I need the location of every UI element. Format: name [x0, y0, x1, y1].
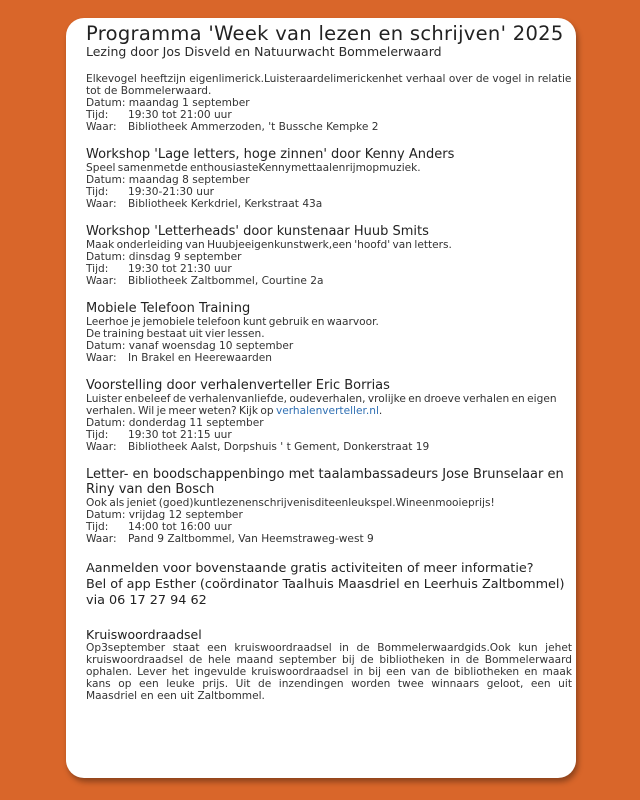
location-label: Waar: [86, 275, 117, 287]
event-title: Mobiele Telefoon Training [86, 301, 251, 316]
intro-subtitle: Lezing door Jos Disveld en Natuurwacht Bommelerwaard [86, 44, 442, 59]
crossword-description: Op3september staat een kruiswoordraadsel in de Bommelerwaardgids.Ook kun jehet kruiswoordraadsel de hele maand september bij de bibliotheken in de Bommelerwaard ophalen. Lever het ingevulde kruiswoordraadsel in bij een van de bibliotheken en maak kans op een leuke prijs. Uit de inzendingen worden twee winnaars geloot, een uit Maasdriel en een uit Zaltbommel. [86, 642, 572, 702]
time-label: Tijd: [86, 109, 109, 121]
time-label: Tijd: [86, 521, 109, 533]
event-workshop-letterheads [86, 224, 572, 287]
event-location: Bibliotheek Zaltbommel, Courtine 2a [128, 275, 324, 287]
intro-date: maandag 1 september [128, 97, 250, 109]
date-label: Datum: [86, 97, 126, 109]
event-location-row [86, 441, 572, 453]
time-label: Tijd: [86, 429, 109, 441]
location-label: Waar: [86, 441, 117, 453]
event-location: Pand 9 Zaltbommel, Van Heemstraweg-west 9 [128, 533, 374, 545]
registration-question: Aanmelden voor bovenstaande gratis activiteiten of meer informatie? [86, 561, 534, 576]
date-label: Datum: [86, 251, 126, 263]
event-time-row [86, 186, 572, 198]
time-label: Tijd: [86, 186, 109, 198]
event-time-row [86, 521, 572, 533]
page-title: Programma 'Week van lezen en schrijven' 2025 [86, 22, 564, 45]
event-time: 19:30 tot 21:30 uur [128, 263, 232, 275]
link-suffix: . [378, 405, 383, 417]
event-time: 14:00 tot 16:00 uur [128, 521, 232, 533]
date-label: Datum: [86, 340, 126, 352]
event-date: vanaf woensdag 10 september [128, 340, 294, 352]
event-time: 19:30 tot 21:15 uur [128, 429, 232, 441]
program-content [86, 22, 572, 702]
date-label: Datum: [86, 509, 126, 521]
intro-section [86, 44, 572, 133]
intro-date-row [86, 97, 572, 109]
registration-info [86, 561, 572, 609]
date-label: Datum: [86, 417, 126, 429]
crossword-section [86, 627, 572, 702]
verhalenverteller-link[interactable]: verhalenverteller.nl [275, 405, 379, 417]
date-label: Datum: [86, 174, 126, 186]
intro-location: Bibliotheek Ammerzoden, 't Bussche Kempke 2 [128, 121, 379, 133]
intro-time: 19:30 tot 21:00 uur [128, 109, 232, 121]
event-location: Bibliotheek Aalst, Dorpshuis ' t Gement, Donkerstraat 19 [128, 441, 430, 453]
registration-contact: Bel of app Esther (coördinator Taalhuis Maasdriel en Leerhuis Zaltbommel) [86, 577, 565, 592]
intro-location-row [86, 121, 572, 133]
event-location-row [86, 275, 572, 287]
event-title: Letter- en boodschappenbingo met taalambassadeurs Jose Brunselaar en Riny van den Bosch [86, 467, 564, 497]
event-location-row [86, 352, 572, 364]
event-description: Ook als jeniet (goed)kuntlezenenschrijvenisditeenleukspel.Wineenmooieprijs! [86, 497, 495, 509]
event-workshop-lage-letters [86, 147, 572, 210]
event-description: Maak onderleiding van Huubjeeigenkunstwerk,een 'hoofd' van letters. [86, 239, 452, 251]
location-label: Waar: [86, 121, 117, 133]
event-date-row [86, 174, 572, 186]
event-bingo [86, 467, 572, 545]
event-date: donderdag 11 september [128, 417, 264, 429]
program-card [66, 18, 576, 778]
event-storyteller-performance [86, 378, 572, 453]
event-location: Bibliotheek Kerkdriel, Kerkstraat 43a [128, 198, 323, 210]
event-date-row [86, 509, 572, 521]
crossword-title: Kruiswoordraadsel [86, 627, 202, 642]
event-time-row [86, 429, 572, 441]
location-label: Waar: [86, 198, 117, 210]
event-location-row [86, 198, 572, 210]
time-label: Tijd: [86, 263, 109, 275]
event-time-row [86, 263, 572, 275]
event-date: dinsdag 9 september [128, 251, 242, 263]
event-title: Voorstelling door verhalenverteller Eric Borrias [86, 378, 390, 393]
event-date: maandag 8 september [128, 174, 250, 186]
event-title: Workshop 'Letterheads' door kunstenaar Huub Smits [86, 224, 429, 239]
event-location: In Brakel en Heerewaarden [128, 352, 272, 364]
event-title: Workshop 'Lage letters, hoge zinnen' door Kenny Anders [86, 147, 455, 162]
location-label: Waar: [86, 533, 117, 545]
event-mobile-phone-training [86, 301, 572, 364]
event-date-row [86, 340, 572, 352]
event-description: Leerhoe je jemobiele telefoon kunt gebruik en waarvoor. [86, 316, 379, 328]
registration-phone: via 06 17 27 94 62 [86, 593, 207, 608]
event-description [86, 393, 572, 417]
intro-time-row [86, 109, 572, 121]
event-date-row [86, 417, 572, 429]
event-location-row [86, 533, 572, 545]
event-description: Speel samenmetde enthousiasteKennymettaalenrijmopmuziek. [86, 162, 421, 174]
location-label: Waar: [86, 352, 117, 364]
event-date: vrijdag 12 september [128, 509, 243, 521]
event-description-2: De training bestaat uit vier lessen. [86, 328, 265, 340]
event-time: 19:30-21:30 uur [128, 186, 215, 198]
event-description-text: Luister enbeleef de verhalenvanliefde, oudeverhalen, vrolijke en droeve verhalen en eigen verhalen. Wil je meer weten? Kijk op [86, 393, 557, 417]
event-date-row [86, 251, 572, 263]
intro-description: Elkevogel heeftzijn eigenlimerick.Luisteraardelimerickenhet verhaal over de vogel in relatie tot de Bommelerwaard. [86, 73, 572, 97]
